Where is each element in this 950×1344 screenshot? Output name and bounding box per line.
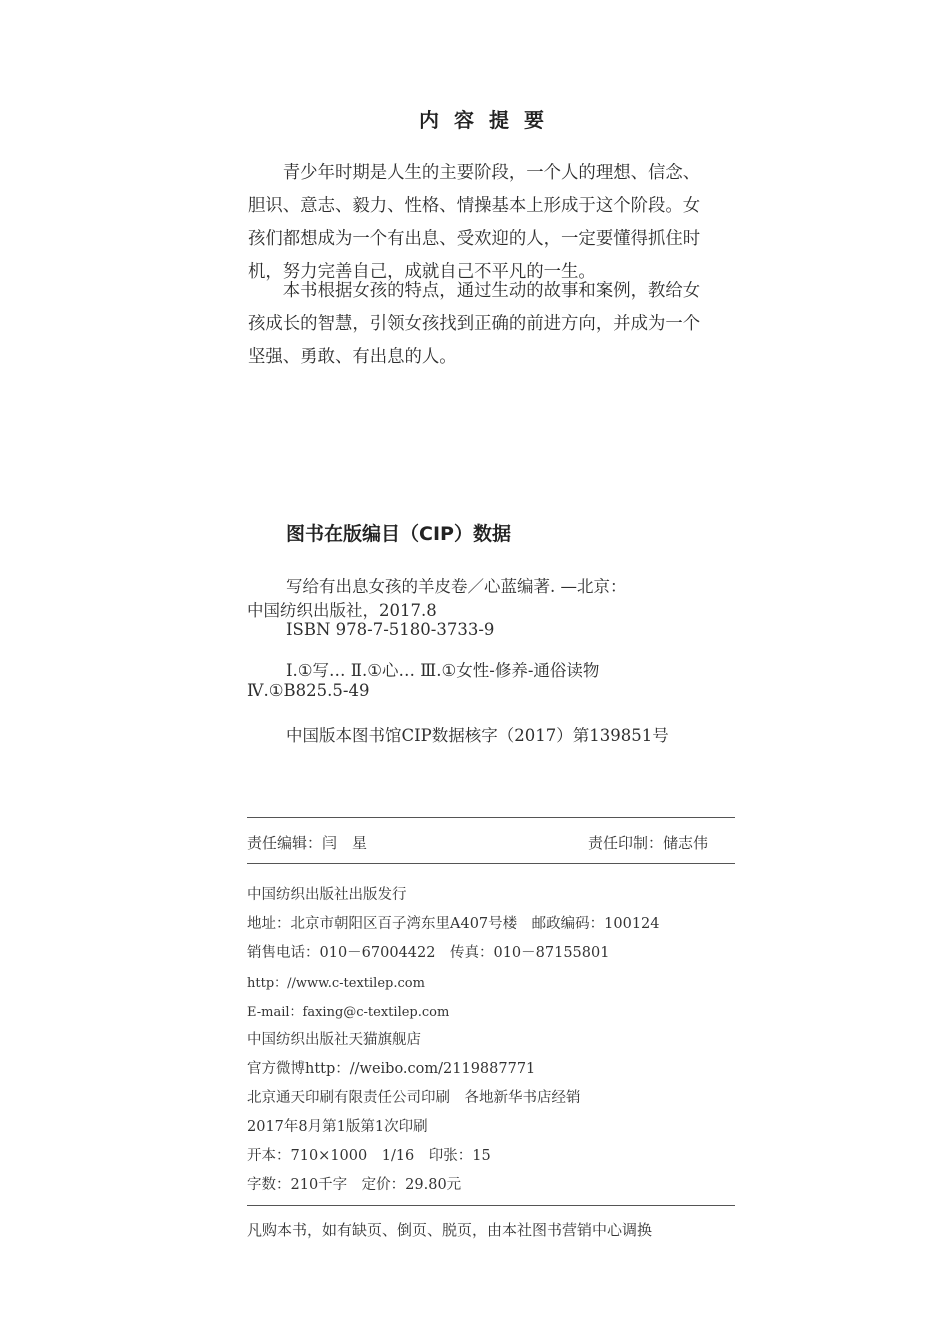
printer-line: 北京通天印刷有限责任公司印刷 各地新华书店经销: [247, 1090, 581, 1106]
website-line: http：//www.c-textilep.com: [247, 976, 425, 991]
summary-paragraph-1: [248, 157, 748, 289]
summary-line: 坚强、勇敢、有出息的人。: [248, 347, 457, 367]
summary-line: 孩成长的智慧，引领女孩找到正确的前进方向，并成为一个: [248, 314, 701, 334]
divider-middle: [247, 863, 735, 864]
address-line: 地址：北京市朝阳区百子湾东里A407号楼 邮政编码：100124: [247, 916, 660, 932]
summary-line: 孩们都想成为一个有出息、受欢迎的人，一定要懂得抓住时: [248, 229, 701, 249]
responsible-printing: 责任印制：储志伟: [588, 834, 709, 852]
price-line: 字数：210千字 定价：29.80元: [247, 1177, 462, 1193]
divider-bottom: [247, 1205, 735, 1206]
weibo-line: 官方微博http：//weibo.com/2119887771: [247, 1061, 536, 1077]
cip-bibliographic-line: 写给有出息女孩的羊皮卷／心蓝编著. —北京：: [286, 577, 627, 596]
cip-classification: Ⅰ.①写… Ⅱ.①心… Ⅲ.①女性-修养-通俗读物: [286, 661, 600, 680]
cip-title: 图书在版编目（CIP）数据: [286, 523, 511, 545]
tmall-store-line: 中国纺织出版社天猫旗舰店: [247, 1032, 421, 1048]
replacement-notice: 凡购本书，如有缺页、倒页、脱页，由本社图书营销中心调换: [247, 1221, 653, 1239]
summary-title: 内容提要: [419, 108, 559, 132]
responsible-editor: 责任编辑：闫 星: [247, 834, 368, 852]
summary-line: 机，努力完善自己，成就自己不平凡的一生。: [248, 262, 596, 282]
phone-line: 销售电话：010－67004422 传真：010－87155801: [247, 945, 610, 961]
email-line: E-mail：faxing@c-textilep.com: [247, 1005, 450, 1020]
cip-classification-2: Ⅳ.①B825.5-49: [247, 681, 370, 700]
cip-publisher-line: 中国纺织出版社，2017.8: [247, 601, 437, 620]
summary-line: 青少年时期是人生的主要阶段，一个人的理想、信念、: [248, 163, 701, 183]
summary-line: 本书根据女孩的特点，通过生动的故事和案例，教给女: [248, 281, 701, 301]
cip-record-number: 中国版本图书馆CIP数据核字（2017）第139851号: [286, 726, 669, 745]
divider-top: [247, 817, 735, 818]
summary-paragraph-2: [248, 275, 748, 374]
cip-isbn: ISBN 978-7-5180-3733-9: [286, 620, 495, 639]
edition-line: 2017年8月第1版第1次印刷: [247, 1119, 428, 1135]
publisher-line: 中国纺织出版社出版发行: [247, 887, 407, 903]
summary-line: 胆识、意志、毅力、性格、情操基本上形成于这个阶段。女: [248, 196, 701, 216]
format-line: 开本：710×1000 1/16 印张：15: [247, 1148, 491, 1164]
